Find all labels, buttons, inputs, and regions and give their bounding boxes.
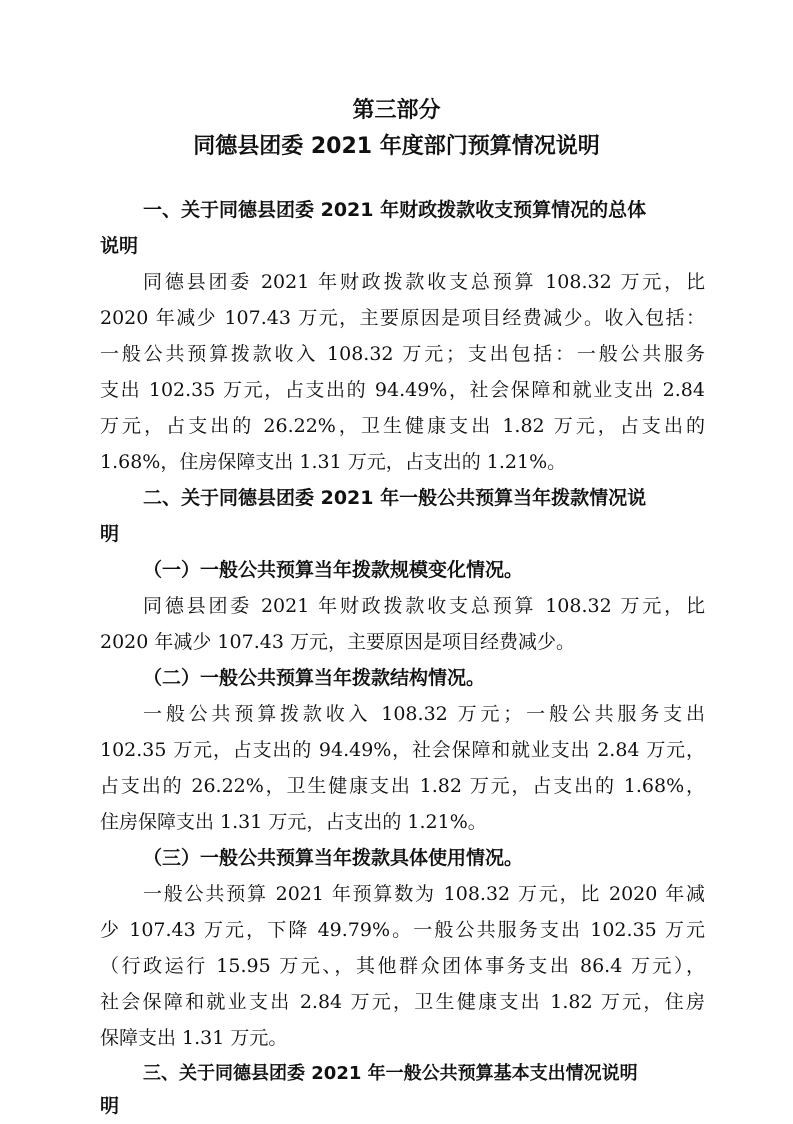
paragraph-line: 保障支出 1.31 万元。 xyxy=(100,1027,288,1049)
paragraph-line: 同德县团委 2021 年财政拨款收支总预算 108.32 万元，比 xyxy=(143,595,705,617)
paragraph-line: （行政运行 15.95 万元、，其他群众团体事务支出 86.4 万元）， xyxy=(100,955,705,977)
paragraph-line: 1.68%，住房保障支出 1.31 万元，占支出的 1.21%。 xyxy=(100,451,567,473)
paragraph-line: 少 107.43 万元，下降 49.79%。一般公共服务支出 102.35 万元 xyxy=(100,919,705,941)
section-heading-2: 二、关于同德县团委 2021 年一般公共预算当年拨款情况说 xyxy=(143,487,647,509)
section-heading-3: 三、关于同德县团委 2021 年一般公共预算基本支出情况说明 xyxy=(143,1063,638,1084)
subsection-heading-2: （二）一般公共预算当年拨款结构情况。 xyxy=(143,667,486,689)
paragraph-line: 2020 年减少 107.43 万元，主要原因是项目经费减少。收入包括： xyxy=(100,307,705,329)
paragraph-line: 占支出的 26.22%，卫生健康支出 1.82 万元，占支出的 1.68%， xyxy=(100,775,705,797)
subsection-heading-1: （一）一般公共预算当年拨款规模变化情况。 xyxy=(143,559,524,581)
section-heading-3-cont: 明 xyxy=(100,1095,120,1117)
paragraph-line: 102.35 万元，占支出的 94.49%，社会保障和就业支出 2.84 万元， xyxy=(100,739,705,761)
document-title: 同德县团委 2021 年度部门预算情况说明 xyxy=(193,134,600,159)
subsection-heading-3: （三）一般公共预算当年拨款具体使用情况。 xyxy=(143,847,524,869)
paragraph-line: 支出 102.35 万元，占支出的 94.49%，社会保障和就业支出 2.84 xyxy=(100,379,705,401)
paragraph-line: 一般公共预算 2021 年预算数为 108.32 万元，比 2020 年减 xyxy=(143,883,705,905)
section-heading-1-cont: 说明 xyxy=(100,235,139,257)
paragraph-line: 一般公共预算拨款收入 108.32 万元；一般公共服务支出 xyxy=(143,703,705,725)
paragraph-line: 2020 年减少 107.43 万元，主要原因是项目经费减少。 xyxy=(100,631,575,653)
paragraph-line: 社会保障和就业支出 2.84 万元，卫生健康支出 1.82 万元，住房 xyxy=(100,991,705,1013)
section-heading-1: 一、关于同德县团委 2021 年财政拨款收支预算情况的总体 xyxy=(143,199,647,221)
paragraph-line: 一般公共预算拨款收入 108.32 万元；支出包括：一般公共服务 xyxy=(100,343,705,365)
section-part-title: 第三部分 xyxy=(352,98,441,123)
paragraph-line: 住房保障支出 1.31 万元，占支出的 1.21%。 xyxy=(100,811,487,833)
paragraph-line: 同德县团委 2021 年财政拨款收支总预算 108.32 万元，比 xyxy=(143,271,705,293)
section-heading-2-cont: 明 xyxy=(100,523,120,545)
paragraph-line: 万元，占支出的 26.22%，卫生健康支出 1.82 万元，占支出的 xyxy=(100,415,705,437)
